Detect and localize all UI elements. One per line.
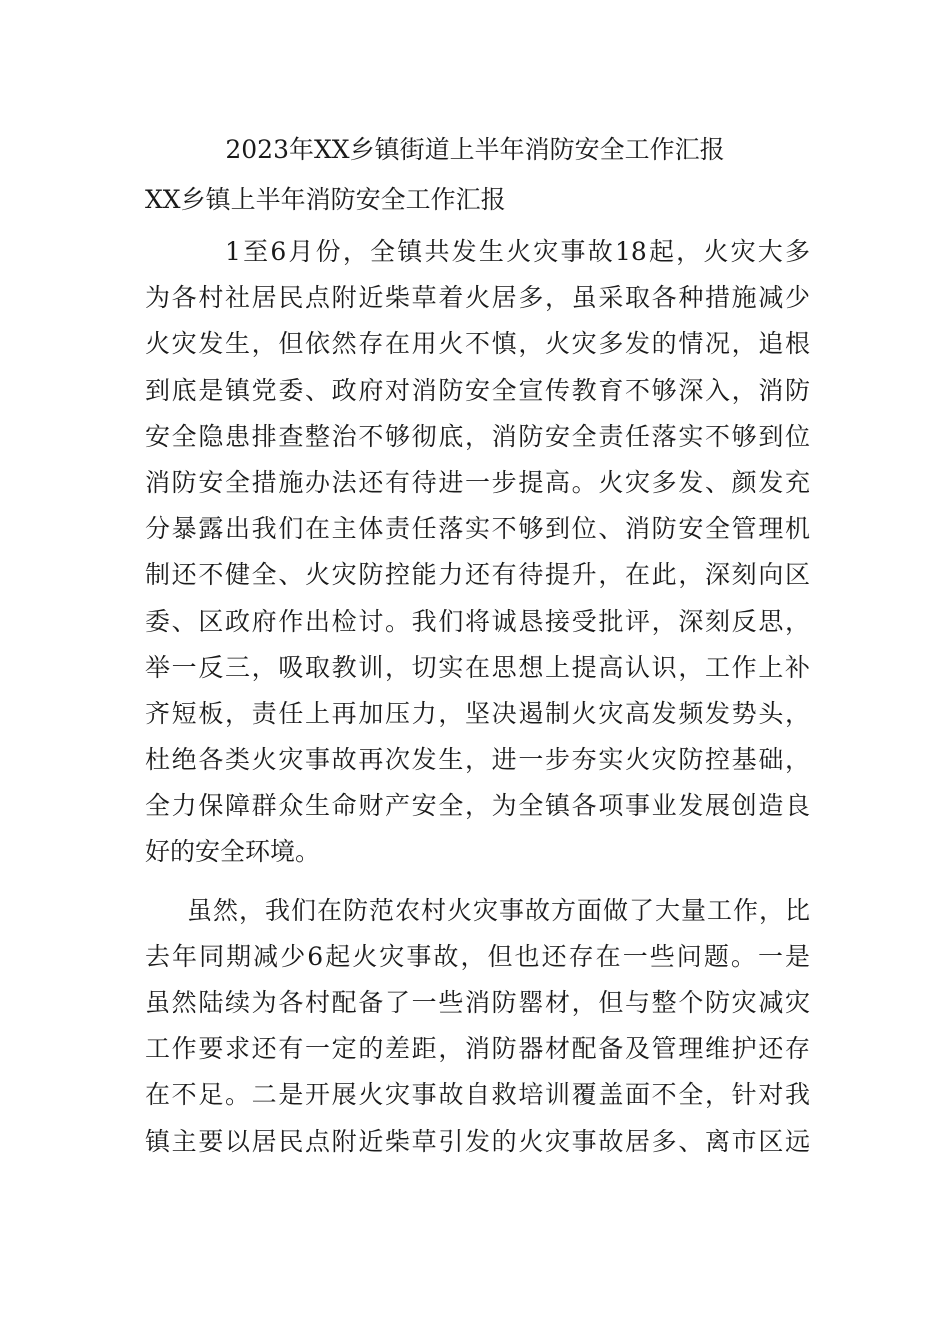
paragraph-2-line: 工作要求还有一定的差距，消防器材配备及管理维护还存	[145, 1034, 810, 1064]
paragraph-2-line: 去年同期减少6起火灾事故，但也还存在一些问题。一是	[145, 941, 810, 971]
document-subtitle: XX乡镇上半年消防安全工作汇报	[145, 185, 506, 214]
paragraph-1-line: 齐短板，责任上再加压力，坚决遏制火灾高发频发势头，	[145, 698, 810, 728]
paragraph-1-line: 分暴露出我们在主体责任落实不够到位、消防安全管理机	[145, 514, 810, 544]
document-title: 2023年XX乡镇街道上半年消防安全工作汇报	[225, 135, 725, 164]
document-body	[145, 232, 810, 1168]
paragraph-2-line: 虽然，我们在防范农村火灾事故方面做了大量工作，比	[187, 895, 810, 925]
paragraph-1-line: 安全隐患排查整治不够彻底，消防安全责任落实不够到位	[145, 421, 810, 451]
paragraph-1-line: 杜绝各类火灾事故再次发生，进一步夯实火灾防控基础，	[145, 745, 810, 775]
paragraph-1-line: 到底是镇党委、政府对消防安全宣传教育不够深入，消防	[145, 375, 810, 405]
paragraph-1-line: 1至6月份，全镇共发生火灾事故18起，火灾大多	[225, 237, 810, 266]
paragraph-1-line: 制还不健全、火灾防控能力还有待提升，在此，深刻向区	[145, 560, 810, 590]
paragraph-1-line: 好的安全环境。	[145, 837, 321, 867]
paragraph-1-line: 举一反三，吸取教训，切实在思想上提高认识，工作上补	[145, 652, 810, 682]
paragraph-1-line: 火灾发生，但依然存在用火不慎，火灾多发的情况，追根	[145, 329, 810, 359]
paragraph-1-line: 为各村社居民点附近柴草着火居多，虽采取各种措施减少	[145, 283, 810, 313]
paragraph-1-line: 委、区政府作出检讨。我们将诚恳接受批评，深刻反思，	[145, 606, 810, 636]
paragraph-1-line: 全力保障群众生命财产安全，为全镇各项事业发展创造良	[145, 791, 810, 821]
paragraph-2-line: 镇主要以居民点附近柴草引发的火灾事故居多、离市区远	[145, 1126, 810, 1156]
paragraph-1-line: 消防安全措施办法还有待进一步提高。火灾多发、颜发充	[145, 467, 810, 497]
paragraph-2-line: 在不足。二是开展火灾事故自救培训覆盖面不全，针对我	[145, 1080, 810, 1110]
paragraph-2-line: 虽然陆续为各村配备了一些消防罂材，但与整个防灾减灾	[145, 988, 810, 1017]
